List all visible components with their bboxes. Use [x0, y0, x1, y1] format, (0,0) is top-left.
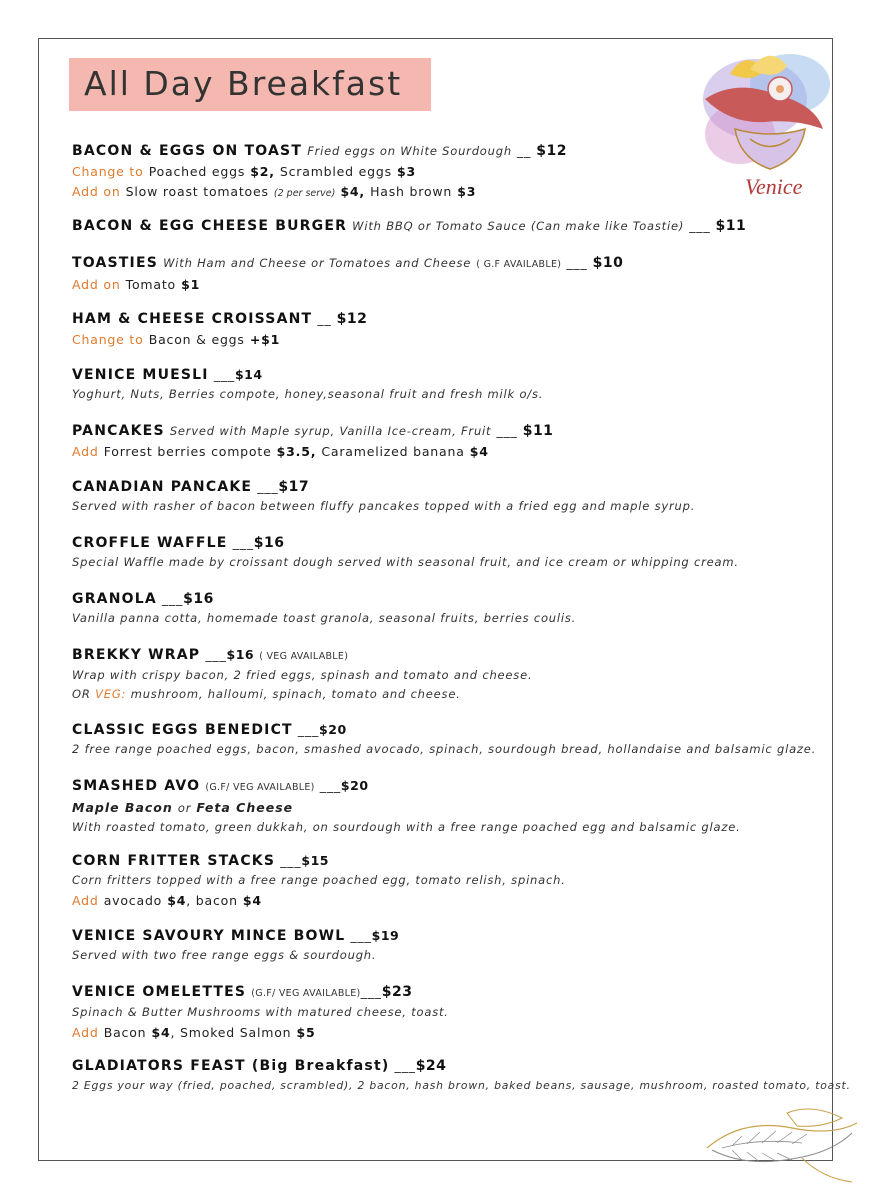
- option-text: Poached eggs: [148, 164, 246, 179]
- item-name: HAM & CHEESE CROISSANT: [72, 311, 313, 327]
- option-price: $3: [457, 184, 477, 199]
- item-price: $19: [371, 928, 400, 943]
- item-name: TOASTIES: [72, 255, 158, 271]
- item-price: $14: [234, 367, 263, 382]
- item-name: BACON & EGGS ON TOAST: [72, 143, 303, 159]
- option-text: Caramelized banana: [321, 444, 465, 459]
- option-text: avocado: [103, 893, 163, 908]
- menu-item: [72, 588, 817, 628]
- menu-item: [72, 719, 817, 759]
- option-label: Add: [72, 444, 99, 459]
- item-price: $15: [301, 853, 329, 868]
- item-name: GRANOLA: [72, 591, 157, 607]
- menu-item: [72, 1055, 851, 1095]
- choice-a: Maple Bacon: [72, 800, 173, 815]
- option-price: $4,: [340, 184, 365, 199]
- item-separator: __: [317, 311, 332, 326]
- item-price: $23: [381, 984, 413, 1000]
- item-name: CANADIAN PANCAKE: [72, 479, 253, 495]
- item-price: $20: [319, 722, 347, 737]
- option-price: $4: [469, 444, 489, 459]
- item-name: CORN FRITTER STACKS: [72, 853, 276, 869]
- option-label: Change to: [72, 332, 144, 347]
- item-separator: ___: [205, 647, 227, 662]
- option-price: $3: [397, 164, 417, 179]
- veg-label: VEG:: [95, 687, 127, 701]
- item-separator: __: [517, 143, 532, 158]
- item-name: GLADIATORS FEAST (Big Breakfast): [72, 1058, 390, 1074]
- menu-item: [72, 476, 817, 516]
- item-separator: ___: [689, 218, 711, 233]
- item-price: $12: [336, 311, 368, 327]
- item-price: $16: [253, 535, 285, 551]
- item-separator: ___: [350, 928, 372, 943]
- option-label: Add: [72, 1025, 99, 1040]
- item-price: $16: [226, 647, 255, 662]
- option-price: $2,: [250, 164, 275, 179]
- item-price: $17: [278, 479, 310, 495]
- item-name: VENICE OMELETTES: [72, 984, 247, 1000]
- item-description: Served with two free range eggs & sourdough.: [72, 948, 377, 962]
- item-description: With roasted tomato, green dukkah, on sourdough with a free range poached egg and balsamic glaze.: [72, 820, 741, 834]
- item-price: $11: [715, 218, 747, 234]
- page-title: All Day Breakfast: [84, 64, 403, 103]
- option-label: Add on: [72, 277, 121, 292]
- item-separator: ___: [232, 535, 254, 550]
- option-text: , Smoked Salmon: [170, 1025, 292, 1040]
- option-price: $1: [181, 277, 201, 292]
- item-separator: ___: [257, 479, 279, 494]
- menu-item: [72, 140, 817, 203]
- menu-item: [72, 215, 817, 236]
- item-name: VENICE MUESLI: [72, 367, 209, 383]
- item-description: Special Waffle made by croissant dough served with seasonal fruit, and ice cream or whipping cream.: [72, 555, 739, 569]
- option-price: $5: [296, 1025, 316, 1040]
- option-text: Tomato: [125, 277, 176, 292]
- item-note: ( VEG AVAILABLE): [259, 651, 349, 662]
- veg-prefix: OR: [72, 687, 96, 701]
- item-description: With Ham and Cheese or Tomatoes and Cheese: [163, 256, 472, 270]
- item-name: CROFFLE WAFFLE: [72, 535, 228, 551]
- option-price: $4: [151, 1025, 171, 1040]
- option-price: +$1: [249, 332, 281, 347]
- item-description: Served with rasher of bacon between fluffy pancakes topped with a fried egg and maple syrup.: [72, 499, 696, 513]
- item-name: CLASSIC EGGS BENEDICT: [72, 722, 293, 738]
- item-price: $16: [183, 591, 214, 607]
- option-text: Hash brown: [370, 184, 453, 199]
- item-name: SMASHED AVO: [72, 778, 201, 794]
- item-separator: ___: [496, 423, 518, 438]
- menu-item: [72, 850, 817, 910]
- item-price: $11: [522, 423, 554, 439]
- item-note: (G.F/ VEG AVAILABLE): [251, 988, 361, 999]
- menu-item: [72, 308, 817, 349]
- item-description: Fried eggs on White Sourdough: [307, 144, 512, 158]
- item-separator: ___: [394, 1058, 416, 1073]
- option-label: Add: [72, 893, 99, 908]
- item-description: 2 Eggs your way (fried, poached, scrambled), 2 bacon, hash brown, baked beans, sausage, mushroom, roasted tomato, toast.: [72, 1079, 851, 1092]
- veg-option: [72, 685, 817, 704]
- choice-b: Feta Cheese: [196, 800, 294, 815]
- item-separator: ___: [161, 591, 184, 606]
- item-separator: ___: [213, 367, 235, 382]
- option-price: $4: [242, 893, 262, 908]
- item-price: $20: [340, 778, 369, 793]
- logo-wordmark: Venice: [745, 174, 803, 199]
- veg-text: mushroom, halloumi, spinach, tomato and cheese.: [126, 687, 461, 701]
- option-label: Add on: [72, 184, 121, 199]
- menu-item: [72, 364, 817, 404]
- item-description: Yoghurt, Nuts, Berries compote, honey,seasonal fruit and fresh milk o/s.: [72, 387, 544, 401]
- item-description: Vanilla panna cotta, homemade toast granola, seasonal fruits, berries coulis.: [72, 611, 577, 625]
- item-description: With BBQ or Tomato Sauce (Can make like Toastie): [352, 219, 685, 233]
- item-name: BACON & EGG CHEESE BURGER: [72, 218, 348, 234]
- item-description: Wrap with crispy bacon, 2 fried eggs, spinash and tomato and cheese.: [72, 668, 533, 682]
- option-text: Bacon & eggs: [148, 332, 245, 347]
- choice-or: or: [177, 801, 192, 815]
- option-label: Change to: [72, 164, 144, 179]
- item-description: 2 free range poached eggs, bacon, smashed avocado, spinach, sourdough bread, hollandaise and balsamic glaze.: [72, 742, 817, 756]
- menu-item: [72, 981, 817, 1042]
- option-text: Slow roast tomatoes: [125, 184, 269, 199]
- item-description: Corn fritters topped with a free range poached egg, tomato relish, spinach.: [72, 873, 566, 887]
- menu-item: [72, 925, 817, 965]
- item-price: $24: [415, 1058, 447, 1074]
- option-note: (2 per serve): [273, 188, 336, 199]
- option-price: $4: [167, 893, 187, 908]
- menu-item: [72, 420, 817, 461]
- item-separator: ___: [360, 984, 382, 999]
- item-name: VENICE SAVOURY MINCE BOWL: [72, 928, 346, 944]
- item-separator: ___: [280, 853, 302, 868]
- item-separator: ___: [566, 255, 588, 270]
- item-separator: ___: [319, 778, 341, 793]
- option-text: Bacon: [103, 1025, 147, 1040]
- item-name: BREKKY WRAP: [72, 647, 201, 663]
- option-text: Scrambled eggs: [279, 164, 392, 179]
- item-name: PANCAKES: [72, 423, 165, 439]
- menu-item: [72, 532, 817, 572]
- item-description: Spinach & Butter Mushrooms with matured cheese, toast.: [72, 1005, 449, 1019]
- item-note: (G.F/ VEG AVAILABLE): [205, 782, 315, 793]
- item-price: $10: [592, 255, 624, 271]
- item-note: ( G.F AVAILABLE): [476, 259, 562, 270]
- option-price: $3.5,: [276, 444, 317, 459]
- item-price: $12: [536, 143, 567, 159]
- option-text: , bacon: [186, 893, 238, 908]
- item-separator: ___: [297, 722, 320, 737]
- item-description: Served with Maple syrup, Vanilla Ice-cream, Fruit: [169, 424, 492, 438]
- leaf-decoration-icon: [702, 1098, 862, 1186]
- menu-item: [72, 252, 817, 294]
- option-text: Forrest berries compote: [103, 444, 272, 459]
- menu-item: [72, 644, 817, 704]
- menu-item: [72, 775, 817, 837]
